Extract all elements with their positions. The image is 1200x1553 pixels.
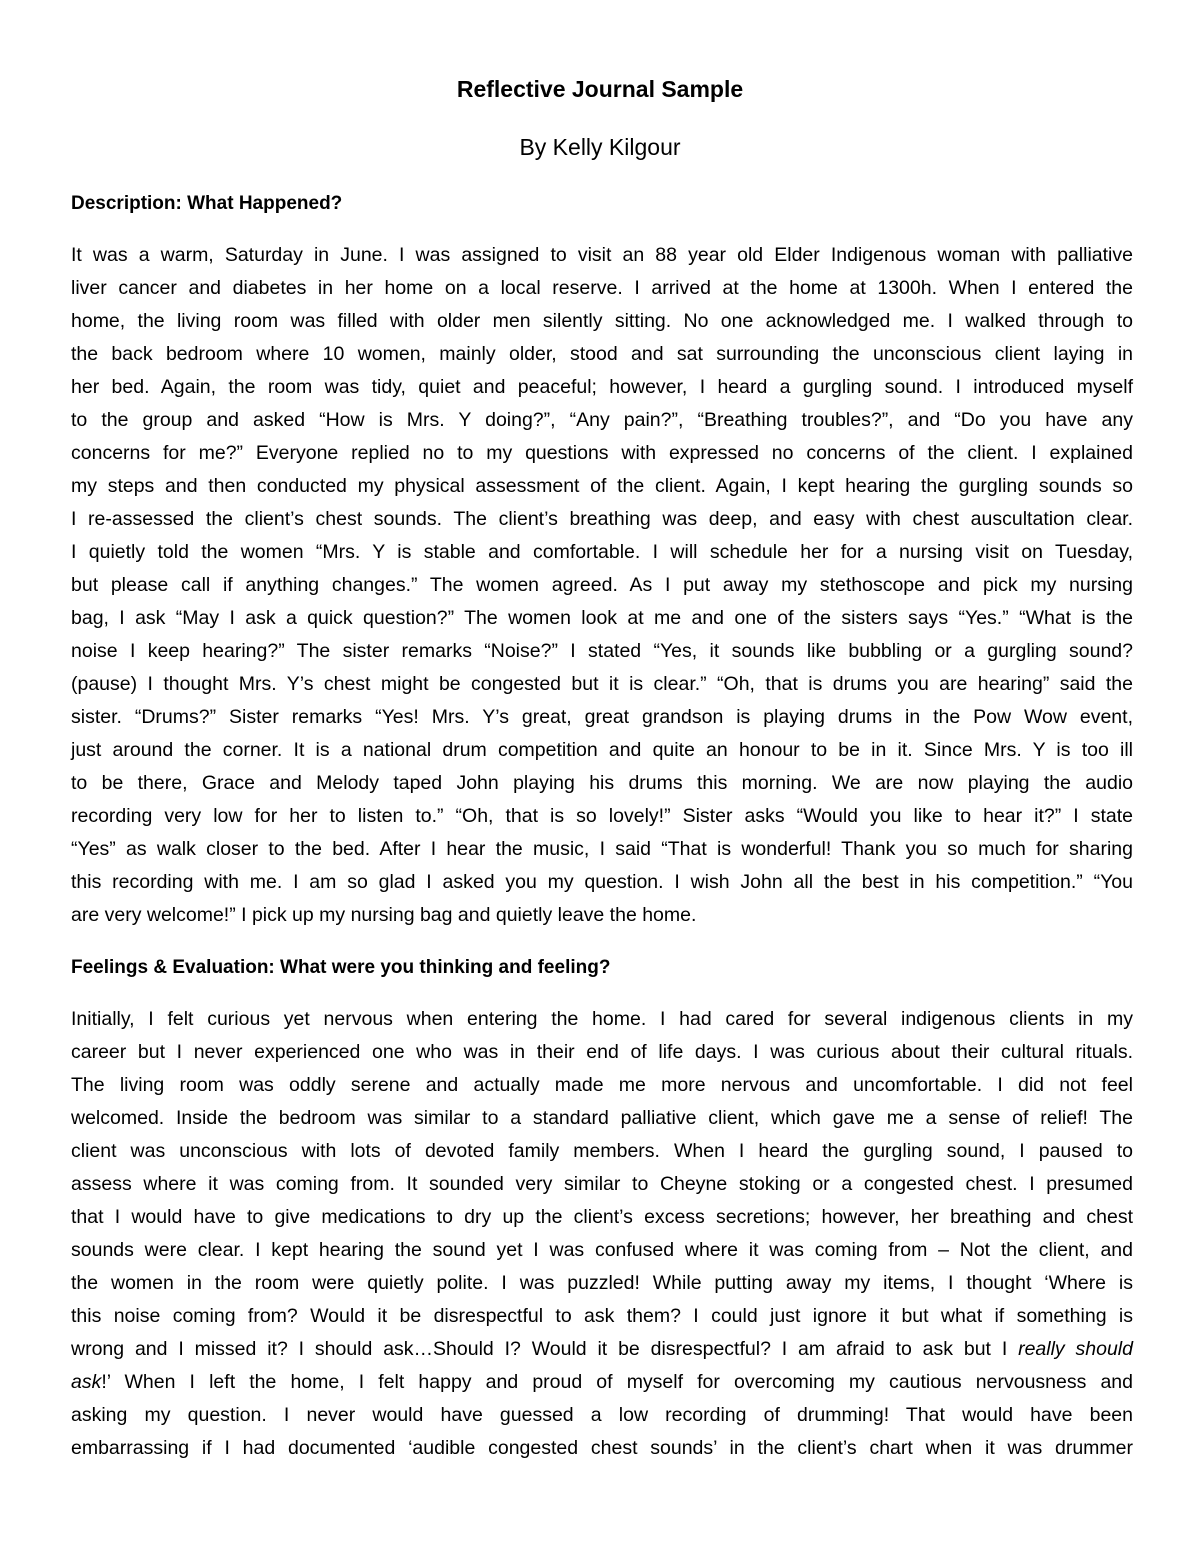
paragraph-line: asking my question. I never would have guessed a low recording of drumming! That would have been <box>71 1404 1133 1426</box>
paragraph-line: to the group and asked “How is Mrs. Y doing?”, “Any pain?”, “Breathing troubles?”, and “Do you have any <box>71 409 1133 431</box>
paragraph-line: noise I keep hearing?” The sister remarks “Noise?” I stated “Yes, it sounds like bubbling or a gurgling sound? <box>71 640 1133 662</box>
paragraph-line: that I would have to give medications to dry up the client’s excess secretions; however, her breathing and chest <box>71 1206 1133 1228</box>
paragraph-line: I quietly told the women “Mrs. Y is stable and comfortable. I will schedule her for a nursing visit on Tuesday, <box>71 541 1133 563</box>
section-heading-feelings: Feelings & Evaluation: What were you thinking and feeling? <box>71 957 611 978</box>
paragraph-line: sister. “Drums?” Sister remarks “Yes! Mrs. Y’s great, great grandson is playing drums in the Pow Wow event, <box>71 706 1133 728</box>
document-author: By Kelly Kilgour <box>519 134 681 160</box>
italic-emphasis: really should <box>1018 1338 1133 1360</box>
paragraph-line: The living room was oddly serene and actually made me more nervous and uncomfortable. I did not feel <box>71 1074 1133 1096</box>
paragraph-line: the women in the room were quietly polite. I was puzzled! While putting away my items, I thought ‘Where is <box>71 1272 1133 1294</box>
paragraph-line: but please call if anything changes.” The women agreed. As I put away my stethoscope and pick my nursing <box>71 574 1133 596</box>
paragraph-line: It was a warm, Saturday in June. I was assigned to visit an 88 year old Elder Indigenous woman with palliative <box>71 244 1133 266</box>
paragraph-line: assess where it was coming from. It sounded very similar to Cheyne stoking or a congested chest. I presumed <box>71 1173 1133 1195</box>
paragraph-line: concerns for me?” Everyone replied no to my questions with expressed no concerns of the client. I explained <box>71 442 1133 464</box>
paragraph-line: recording very low for her to listen to.” “Oh, that is so lovely!” Sister asks “Would you like to hear it?” I state <box>71 805 1133 827</box>
paragraph-line: client was unconscious with lots of devoted family members. When I heard the gurgling sound, I paused to <box>71 1140 1133 1162</box>
paragraph-line: (pause) I thought Mrs. Y’s chest might be congested but it is clear.” “Oh, that is drums you are hearing” said the <box>71 673 1133 695</box>
feelings-paragraph <box>71 1003 1133 1465</box>
paragraph-line: home, the living room was filled with older men silently sitting. No one acknowledged me. I walked through to <box>71 310 1133 332</box>
paragraph-line <box>71 1366 1133 1399</box>
paragraph-line: are very welcome!” I pick up my nursing bag and quietly leave the home. <box>71 904 697 926</box>
paragraph-line: “Yes” as walk closer to the bed. After I hear the music, I said “That is wonderful! Thank you so much for sharing <box>71 838 1133 860</box>
section-heading-description: Description: What Happened? <box>71 193 343 214</box>
paragraph-line: liver cancer and diabetes in her home on a local reserve. I arrived at the home at 1300h. When I entered the <box>71 277 1133 299</box>
paragraph-line: embarrassing if I had documented ‘audible congested chest sounds’ in the client’s chart when it was drummer <box>71 1437 1133 1459</box>
paragraph-line: this recording with me. I am so glad I asked you my question. I wish John all the best in his competition.” “You <box>71 871 1133 893</box>
paragraph-line: Initially, I felt curious yet nervous when entering the home. I had cared for several indigenous clients in my <box>71 1008 1133 1030</box>
paragraph-line: my steps and then conducted my physical assessment of the client. Again, I kept hearing the gurgling sounds so <box>71 475 1133 497</box>
paragraph-line <box>71 1333 1133 1366</box>
paragraph-line: sounds were clear. I kept hearing the sound yet I was confused where it was coming from – Not the client, and <box>71 1239 1133 1261</box>
paragraph-line: to be there, Grace and Melody taped John playing his drums this morning. We are now playing the audio <box>71 772 1133 794</box>
document-title: Reflective Journal Sample <box>456 76 744 102</box>
paragraph-line: I re-assessed the client’s chest sounds. The client’s breathing was deep, and easy with chest auscultation clear. <box>71 508 1133 530</box>
paragraph-line: welcomed. Inside the bedroom was similar to a standard palliative client, which gave me a sense of relief! The <box>71 1107 1133 1129</box>
paragraph-line: her bed. Again, the room was tidy, quiet and peaceful; however, I heard a gurgling sound. I introduced myself <box>71 376 1133 398</box>
paragraph-line: career but I never experienced one who was in their end of life days. I was curious about their cultural rituals. <box>71 1041 1133 1063</box>
line-text: wrong and I missed it? I should ask…Should I? Would it be disrespectful? I am afraid to ask but I <box>71 1338 1008 1360</box>
line-text: !’ When I left the home, I felt happy and proud of myself for overcoming my cautious nervousness and <box>101 1371 1133 1393</box>
paragraph-line: this noise coming from? Would it be disrespectful to ask them? I could just ignore it but what if something is <box>71 1305 1133 1327</box>
description-paragraph <box>71 239 1133 932</box>
italic-emphasis: ask <box>71 1371 102 1393</box>
paragraph-line: bag, I ask “May I ask a quick question?” The women look at me and one of the sisters says “Yes.” “What is the <box>71 607 1133 629</box>
paragraph-line: just around the corner. It is a national drum competition and quite an honour to be in it. Since Mrs. Y is too ill <box>71 739 1133 761</box>
paragraph-line: the back bedroom where 10 women, mainly older, stood and sat surrounding the unconscious client laying in <box>71 343 1133 365</box>
